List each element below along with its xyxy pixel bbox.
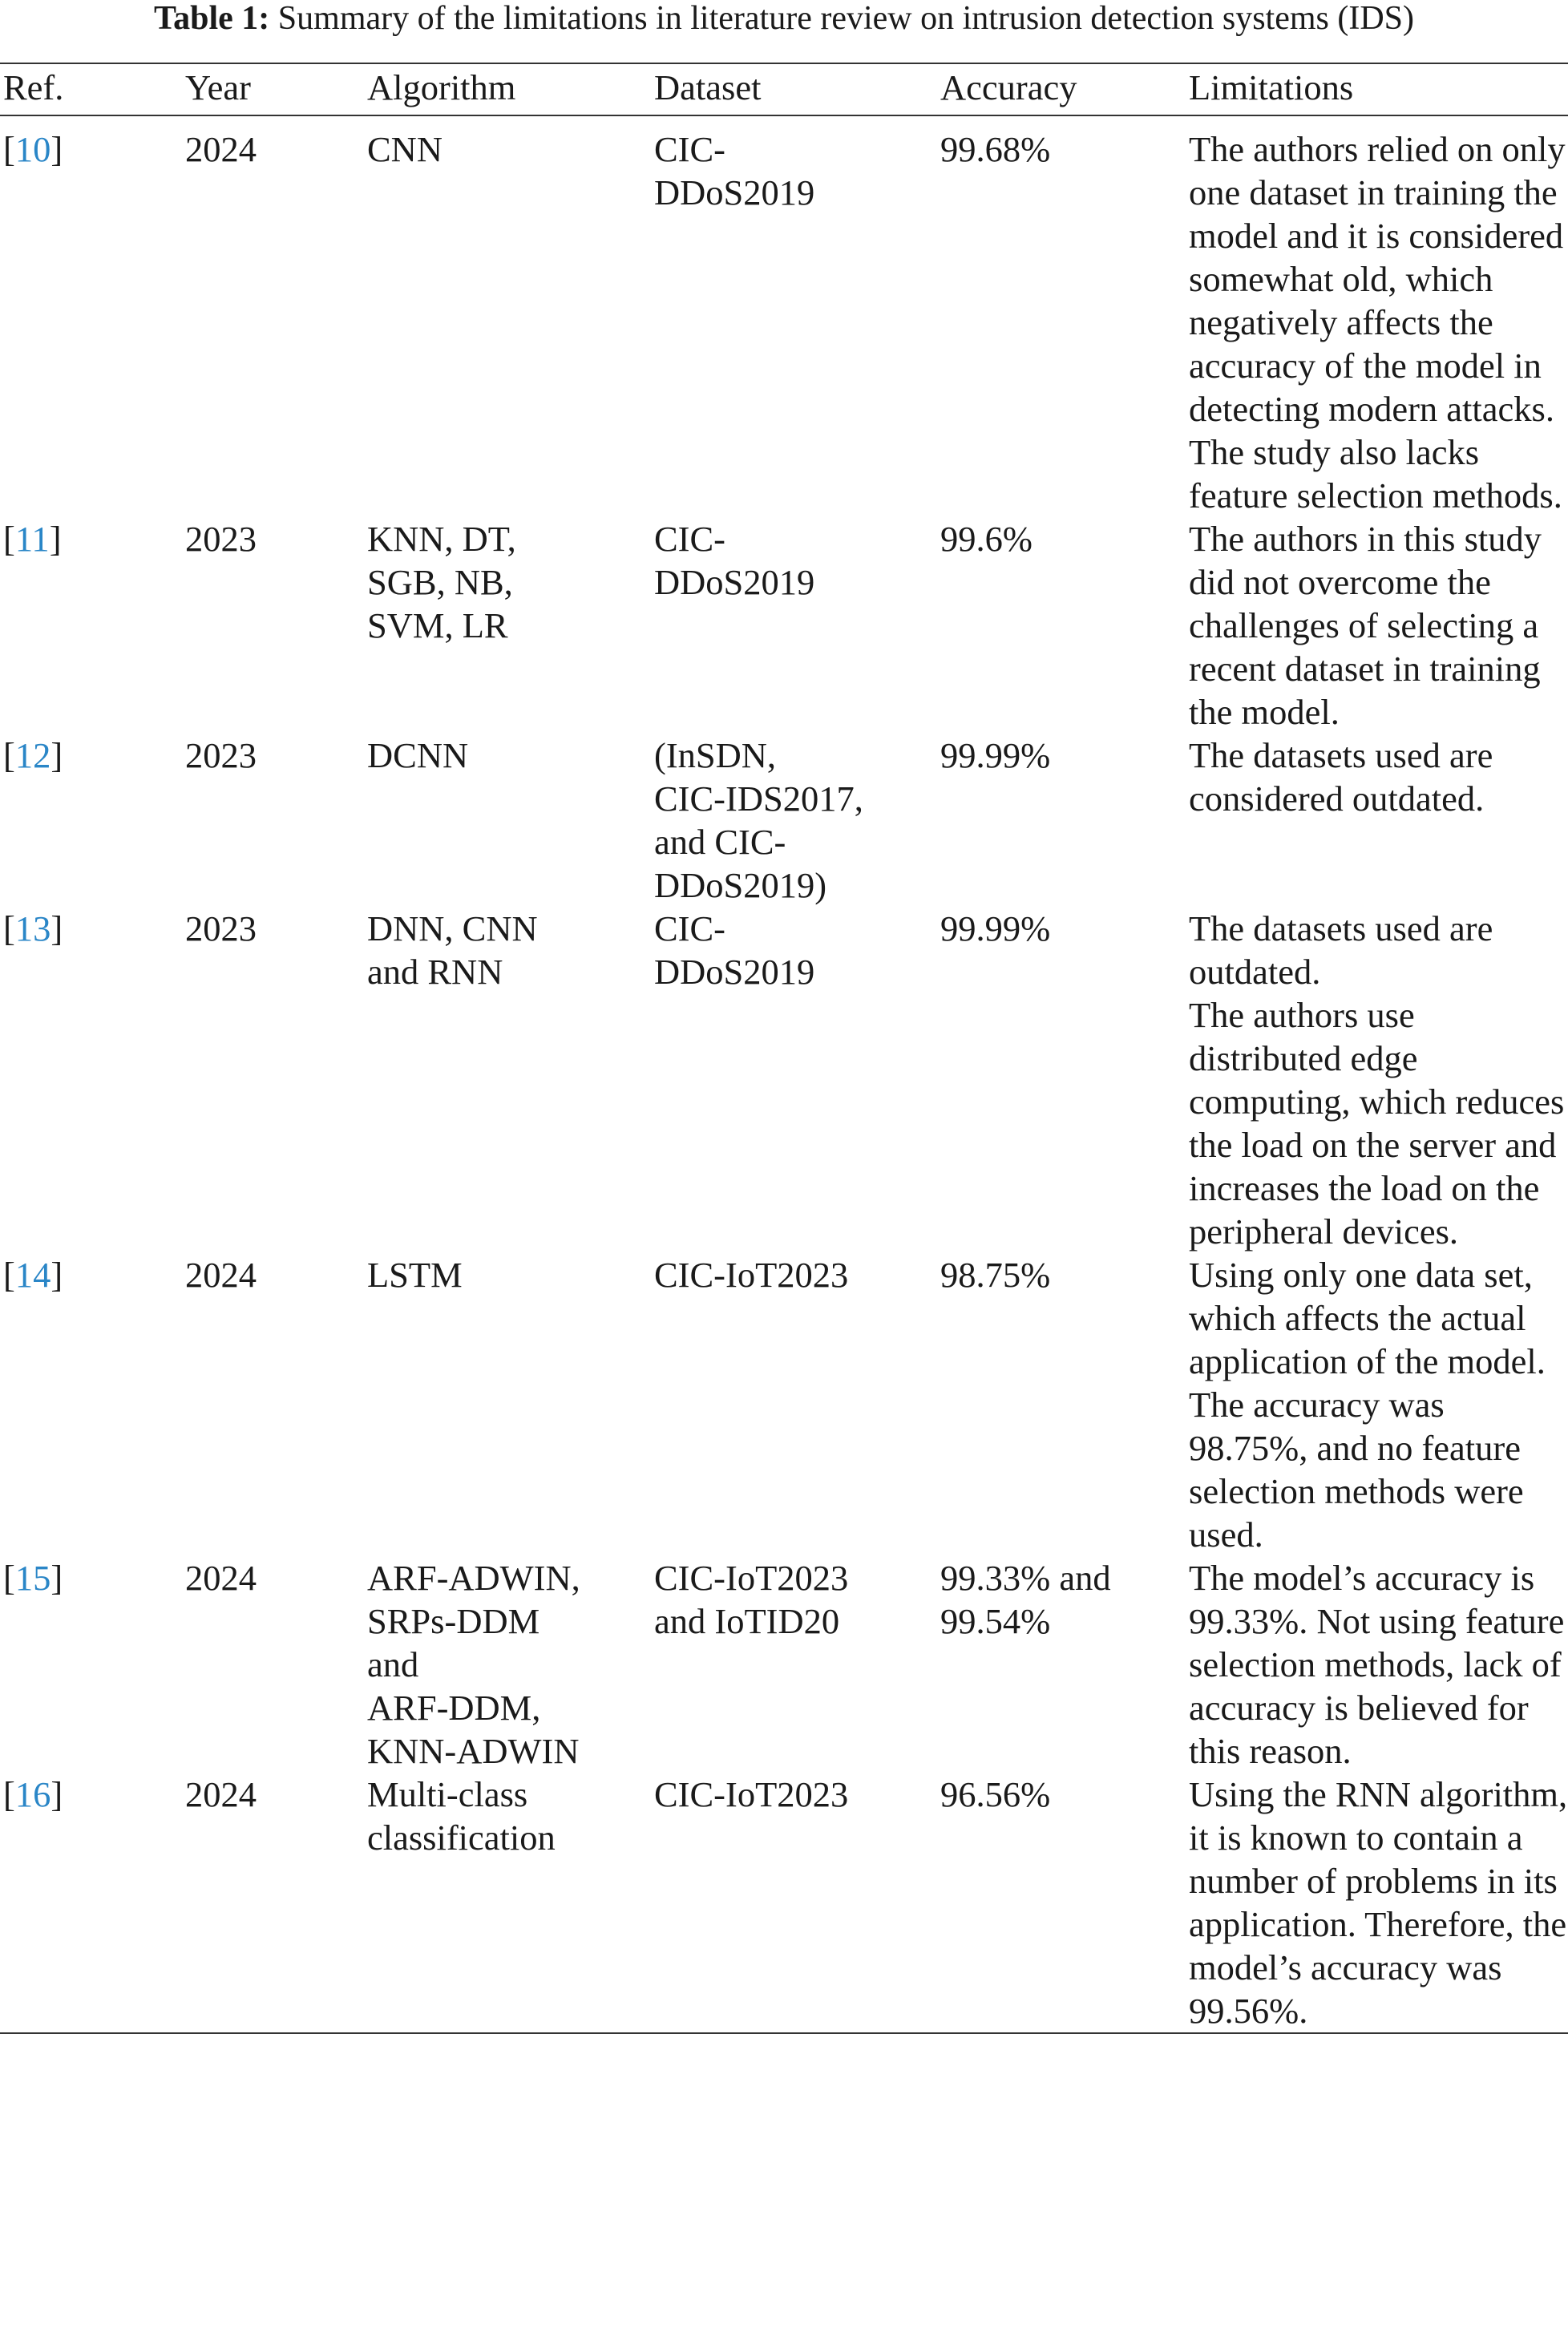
cell-algorithm: CNN (367, 129, 443, 169)
cell-dataset: CIC-IoT2023 (654, 1774, 849, 1814)
cell-accuracy: 96.56% (940, 1774, 1051, 1814)
table-caption (0, 0, 1568, 37)
cell-limitations: Using the RNN algorithm, it is known to contain a number of problems in its application. Therefore, the model’s accuracy was 99.56%. (1189, 1774, 1568, 2031)
cell-ref: [14] (3, 1255, 63, 1295)
header-row (0, 63, 1568, 115)
table-row (0, 734, 1568, 907)
cell-accuracy: 99.99% (940, 735, 1051, 775)
citation-link[interactable]: 10 (14, 129, 51, 169)
table-body (0, 115, 1568, 2033)
cell-algorithm: DNN, CNN and RNN (367, 908, 538, 992)
header-dataset: Dataset (654, 67, 762, 107)
table-caption-text: Summary of the limitations in literature review on intrusion detection systems (IDS) (277, 0, 1415, 37)
table-row (0, 1773, 1568, 2033)
limitations-table (0, 63, 1568, 2034)
header-year: Year (185, 67, 252, 107)
cell-year: 2023 (185, 519, 257, 559)
header-limitations: Limitations (1189, 67, 1354, 107)
cell-dataset: CIC-IoT2023 (654, 1255, 849, 1295)
cell-accuracy: 99.68% (940, 129, 1051, 169)
cell-accuracy: 99.99% (940, 908, 1051, 948)
cell-dataset: CIC-IoT2023 and IoTID20 (654, 1558, 849, 1641)
cell-ref: [10] (3, 129, 63, 169)
citation-link[interactable]: 14 (14, 1255, 51, 1295)
citation-link[interactable]: 11 (14, 519, 50, 559)
cell-algorithm: Multi-class classification (367, 1774, 556, 1858)
cell-limitations: The datasets used are considered outdated. (1189, 735, 1493, 819)
header-accuracy: Accuracy (940, 67, 1077, 107)
cell-limitations: The datasets used are outdated. The authors use distributed edge computing, which reduces the load on the server and increases the load on the peripheral devices. (1189, 908, 1565, 1251)
cell-ref: [12] (3, 735, 63, 775)
cell-dataset: CIC- DDoS2019 (654, 908, 815, 992)
citation-link[interactable]: 13 (14, 908, 51, 948)
cell-limitations: The authors relied on only one dataset in training the model and it is considered somewhat old, which negatively affects the accuracy of the model in detecting modern attacks. The study also lacks feature selection methods. (1189, 129, 1566, 516)
cell-dataset: (InSDN, CIC-IDS2017, and CIC- DDoS2019) (654, 735, 863, 905)
table-header (0, 63, 1568, 115)
cell-year: 2024 (185, 129, 257, 169)
table-caption-label: Table 1: (153, 0, 270, 37)
table-row (0, 1253, 1568, 1556)
cell-year: 2024 (185, 1774, 257, 1814)
cell-algorithm: ARF-ADWIN, SRPs-DDM and ARF-DDM, KNN-ADWIN (367, 1558, 580, 1771)
cell-year: 2023 (185, 735, 257, 775)
cell-limitations: The authors in this study did not overcome the challenges of selecting a recent dataset in training the model. (1189, 519, 1542, 732)
cell-ref: [15] (3, 1558, 63, 1598)
cell-year: 2024 (185, 1255, 257, 1295)
table-row (0, 115, 1568, 517)
citation-link[interactable]: 16 (14, 1774, 51, 1814)
cell-ref: [16] (3, 1774, 63, 1814)
table-row (0, 1556, 1568, 1773)
citation-link[interactable]: 15 (14, 1558, 51, 1598)
cell-dataset: CIC- DDoS2019 (654, 519, 815, 602)
header-algorithm: Algorithm (367, 67, 516, 107)
table-row (0, 517, 1568, 734)
citation-link[interactable]: 12 (14, 735, 51, 775)
cell-dataset: CIC- DDoS2019 (654, 129, 815, 212)
cell-year: 2023 (185, 908, 257, 948)
header-ref: Ref. (3, 67, 64, 107)
table-row (0, 907, 1568, 1253)
cell-algorithm: KNN, DT, SGB, NB, SVM, LR (367, 519, 516, 645)
cell-ref: [13] (3, 908, 63, 948)
cell-accuracy: 99.6% (940, 519, 1033, 559)
cell-accuracy: 98.75% (940, 1255, 1051, 1295)
cell-limitations: Using only one data set, which affects the actual application of the model. The accuracy was 98.75%, and no feature selection methods were used. (1189, 1255, 1546, 1555)
cell-year: 2024 (185, 1558, 257, 1598)
cell-algorithm: LSTM (367, 1255, 463, 1295)
cell-ref: [11] (3, 519, 62, 559)
cell-accuracy: 99.33% and 99.54% (940, 1558, 1111, 1641)
cell-limitations: The model’s accuracy is 99.33%. Not using feature selection methods, lack of accuracy is believed for this reason. (1189, 1558, 1565, 1771)
cell-algorithm: DCNN (367, 735, 469, 775)
